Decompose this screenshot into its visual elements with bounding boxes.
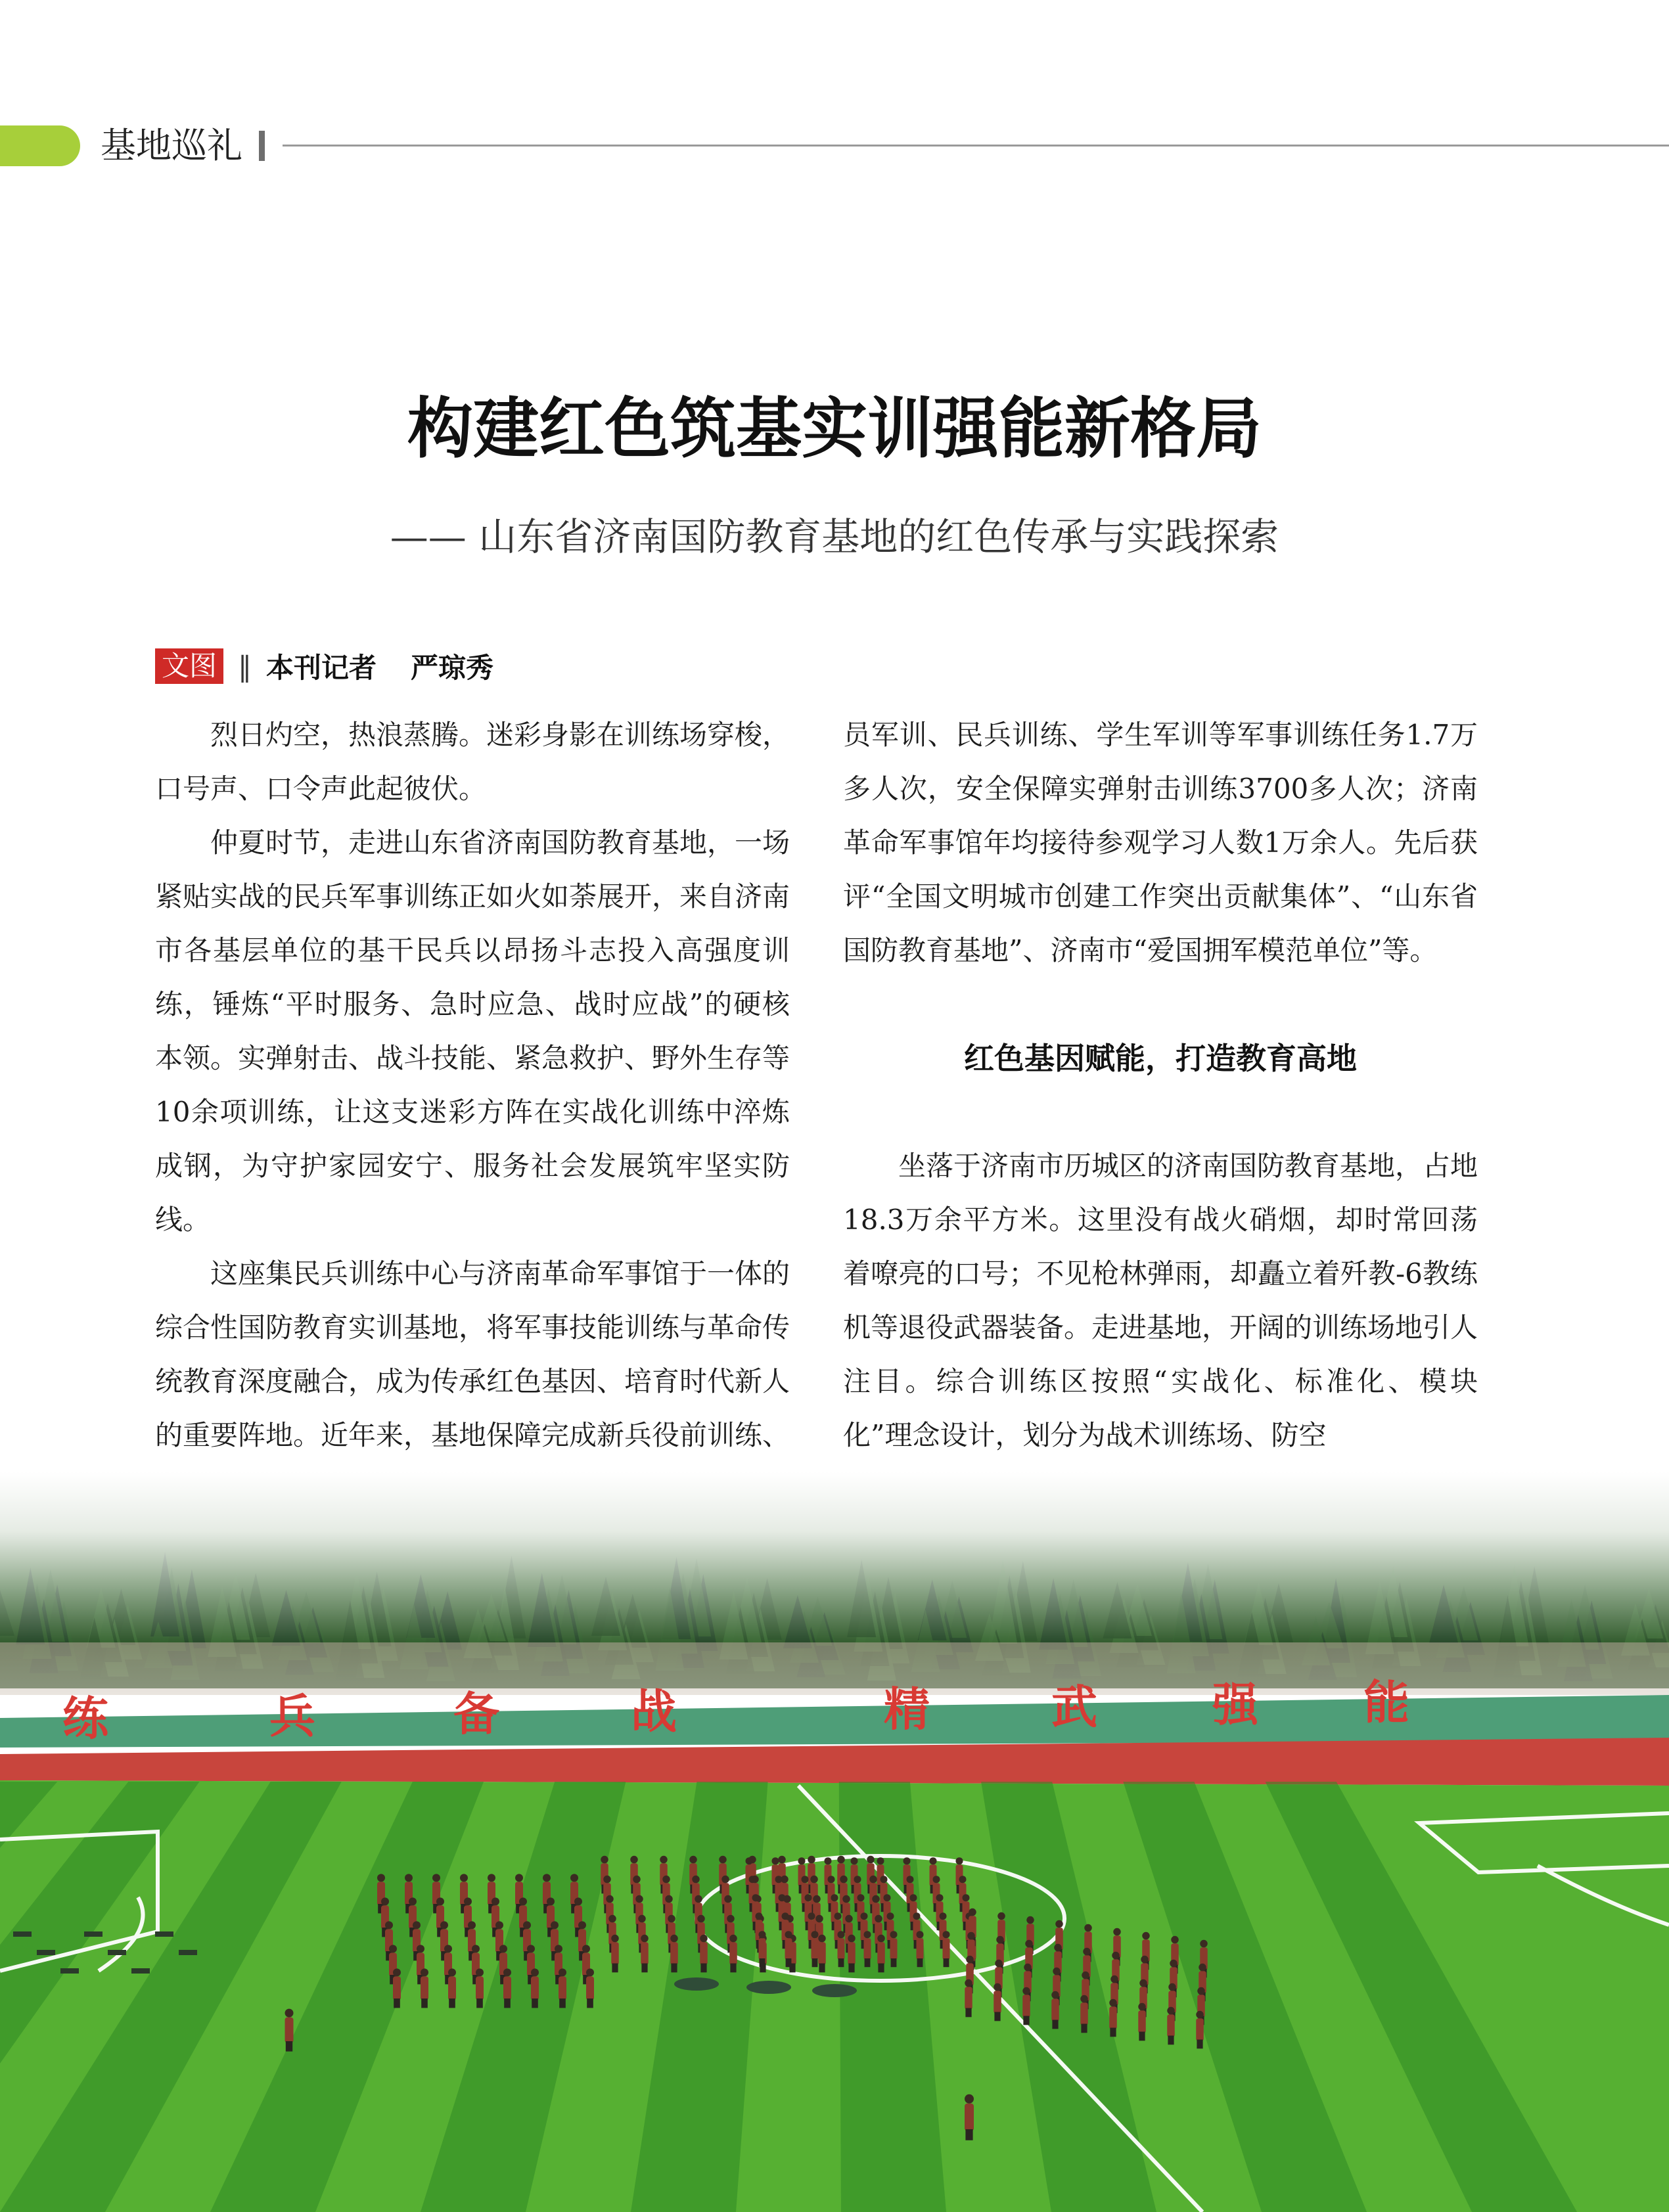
training-ground-photo bbox=[0, 1472, 1669, 2212]
banner-char: 武 bbox=[1051, 1680, 1097, 1734]
banner-char: 精 bbox=[884, 1682, 930, 1736]
byline-tag: 文图 bbox=[155, 648, 223, 684]
paragraph-continued: 员军训、民兵训练、学生军训等军事训练任务1.7万多人次，安全保障实弹射击训练3700多人次；济南革命军事馆年均接待参观学习人数1万余人。先后获评“全国文明城市创建工作突出贡献集体”、“山东省国防教育基地”、济南市“爱国拥军模范单位”等。 bbox=[843, 719, 1478, 966]
article-subtitle: —— 山东省济南国防教育基地的红色传承与实践探索 bbox=[390, 514, 1279, 559]
banner-char: 备 bbox=[453, 1687, 499, 1741]
banner-char: 练 bbox=[62, 1692, 108, 1746]
byline-author: 严琼秀 bbox=[411, 652, 494, 684]
byline bbox=[155, 648, 493, 685]
header-rule bbox=[283, 145, 1669, 147]
paragraph: 坐落于济南市历城区的济南国防教育基地，占地18.3万余平方米。这里没有战火硝烟，却时常回荡着嘹亮的口号；不见枪林弹雨，却矗立着歼教-6教练机等退役武器装备。走进基地，开阔的训练场地引人注目。综合训练区按照“实战化、标准化、模块化”理念设计，划分为战术训练场、防空 bbox=[843, 1150, 1478, 1451]
byline-role: 本刊记者 bbox=[266, 652, 377, 684]
left-column bbox=[155, 708, 790, 1516]
paragraph: 仲夏时节，走进山东省济南国防教育基地，一场紧贴实战的民兵军事训练正如火如荼展开，来自济南市各基层单位的基干民兵以昂扬斗志投入高强度训练，锤炼“平时服务、急时应急、战时应战”的硬核本领。实弹射击、战斗技能、紧急救护、野外生存等10余项训练，让这支迷彩方阵在实战化训练中淬炼成钢，为守护家园安宁、服务社会发展筑牢坚实防线。 bbox=[155, 826, 790, 1236]
section-label-bar bbox=[259, 131, 265, 161]
article-title: 构建红色筑基实训强能新格局 bbox=[407, 390, 1262, 467]
section-heading: 红色基因赋能，打造教育高地 bbox=[964, 1041, 1357, 1076]
banner-char: 战 bbox=[631, 1684, 677, 1739]
paragraph: 烈日灼空，热浪蒸腾。迷彩身影在训练场穿梭，口号声、口令声此起彼伏。 bbox=[155, 719, 790, 805]
photo-top-fade bbox=[0, 1472, 1669, 1642]
paragraph: 这座集民兵训练中心与济南革命军事馆于一体的综合性国防教育实训基地，将军事技能训练与革命传统教育深度融合，成为传承红色基因、培育时代新人的重要阵地。近年来，基地保障完成新兵役前训练、 bbox=[155, 1257, 790, 1451]
banner-char: 兵 bbox=[269, 1689, 315, 1744]
section-tab-marker bbox=[0, 125, 80, 166]
byline-separator: ‖ bbox=[238, 650, 252, 683]
banner-char: 强 bbox=[1212, 1678, 1258, 1732]
section-label: 基地巡礼 bbox=[101, 125, 242, 166]
right-column bbox=[843, 708, 1478, 1462]
banner-char: 能 bbox=[1363, 1675, 1409, 1730]
